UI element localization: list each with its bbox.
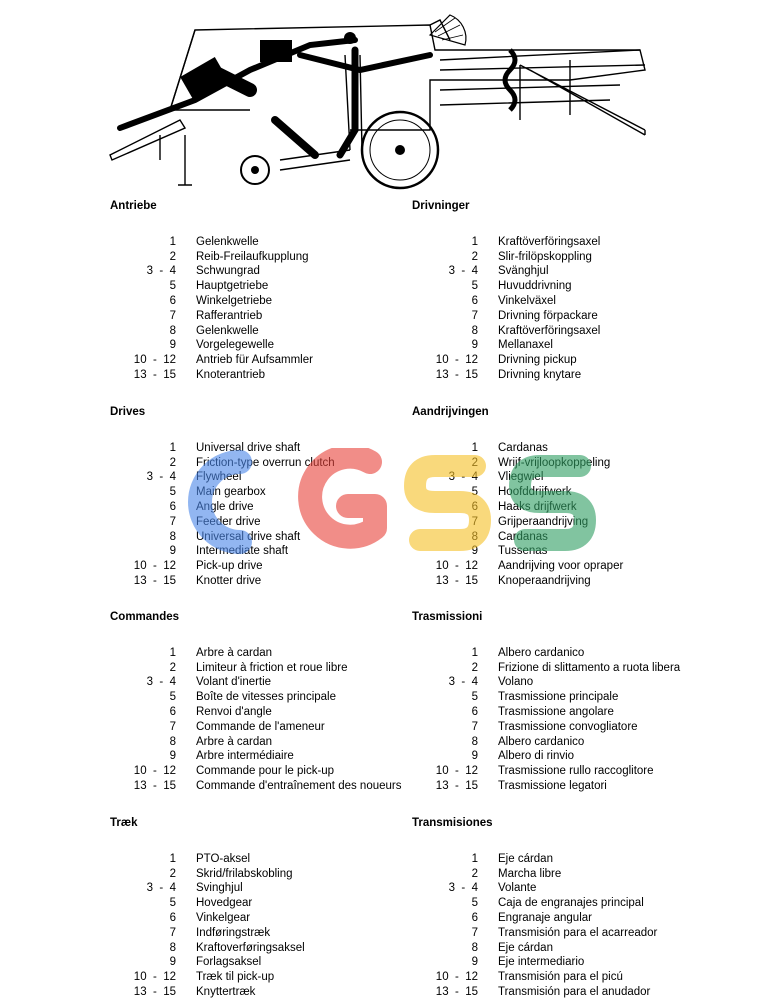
list-item [110, 309, 430, 324]
item-label: Volano [498, 676, 534, 689]
list-item [110, 661, 430, 676]
list-item [412, 530, 732, 545]
item-number: 8 [471, 324, 478, 337]
item-label: Albero di rinvio [498, 750, 575, 763]
list-item [412, 661, 732, 676]
list-item [412, 720, 732, 735]
item-number: 5 [169, 897, 176, 910]
list-item [412, 456, 732, 471]
item-label: Commande de l'ameneur [196, 720, 325, 733]
item-number: 1 [169, 646, 176, 659]
item-number: 10 - 12 [435, 560, 478, 573]
list-item [412, 368, 732, 383]
section-title: Trasmissioni [412, 611, 483, 623]
item-label: Caja de engranajes principal [498, 897, 644, 910]
list-item [110, 675, 430, 690]
item-number: 13 - 15 [435, 368, 478, 381]
item-label: Arbre à cardan [196, 735, 273, 748]
item-label: Wrijf-vrijloopkoppeling [498, 456, 611, 469]
section-title: Aandrijvingen [412, 406, 489, 418]
item-number: 9 [169, 339, 176, 352]
list-item [110, 749, 430, 764]
main-gearbox [180, 57, 230, 103]
list-item [412, 970, 732, 985]
list-item [412, 675, 732, 690]
item-label: PTO-aksel [196, 852, 251, 865]
item-number: 10 - 12 [133, 560, 176, 573]
list-item [110, 881, 430, 896]
list-item [412, 985, 732, 1000]
list-item [412, 955, 732, 970]
item-label: Eje intermediario [498, 956, 585, 969]
item-label: Grijperaandrijving [498, 515, 589, 528]
item-label: Hovedgear [196, 897, 253, 910]
item-number: 7 [471, 926, 478, 939]
list-item [110, 470, 430, 485]
item-number: 6 [471, 705, 478, 718]
list-item [412, 441, 732, 456]
item-label: Intermediate shaft [196, 545, 289, 558]
list-item [412, 264, 732, 279]
item-label: Vinkelgear [196, 911, 251, 924]
item-number: 5 [169, 280, 176, 293]
item-number: 8 [471, 530, 478, 543]
item-number: 13 - 15 [133, 985, 176, 998]
item-label: Engranaje angular [498, 911, 592, 924]
item-label: Huvuddrivning [498, 280, 572, 293]
item-label: Drivning knytare [498, 368, 582, 381]
list-item [412, 646, 732, 661]
list-item [110, 646, 430, 661]
item-label: Transmisión para el acarreador [498, 926, 658, 939]
item-label: Marcha libre [498, 867, 562, 880]
item-label: Kraftöverföringsaxel [498, 324, 601, 337]
item-number: 6 [169, 911, 176, 924]
list-item [412, 353, 732, 368]
item-label: Winkelgetriebe [196, 294, 273, 307]
item-label: Knoperaandrijving [498, 574, 591, 587]
item-label: Vinkelväxel [498, 294, 556, 307]
item-label: Eje cárdan [498, 852, 553, 865]
item-number: 8 [169, 530, 176, 543]
list-item [412, 779, 732, 794]
item-number: 3 - 4 [146, 882, 176, 895]
list-item [412, 485, 732, 500]
item-number: 2 [471, 867, 478, 880]
list-item [110, 353, 430, 368]
item-number: 10 - 12 [435, 971, 478, 984]
item-label: Gelenkwelle [196, 324, 259, 337]
list-item [110, 338, 430, 353]
list-item [110, 911, 430, 926]
item-label: Arbre à cardan [196, 646, 273, 659]
item-number: 1 [471, 441, 478, 454]
item-number: 1 [471, 235, 478, 248]
item-label: Arbre intermédiaire [196, 750, 294, 763]
item-number: 3 - 4 [448, 882, 478, 895]
item-label: Cardanas [498, 441, 548, 454]
item-label: Antrieb für Aufsammler [196, 354, 313, 367]
item-label: Forlagsaksel [196, 956, 262, 969]
item-number: 8 [169, 324, 176, 337]
list-item [412, 559, 732, 574]
list-item [412, 867, 732, 882]
list-item [412, 735, 732, 750]
list-item [412, 852, 732, 867]
item-label: Albero cardanico [498, 735, 585, 748]
item-label: Tussenas [498, 545, 548, 558]
item-number: 5 [169, 691, 176, 704]
list-item [110, 720, 430, 735]
list-item [412, 324, 732, 339]
item-number: 9 [471, 750, 478, 763]
list-item [110, 264, 430, 279]
list-item [110, 368, 430, 383]
item-label: Trasmissione principale [498, 691, 619, 704]
list-item [110, 896, 430, 911]
item-number: 9 [169, 545, 176, 558]
item-number: 7 [169, 309, 176, 322]
item-number: 6 [471, 294, 478, 307]
list-item [412, 309, 732, 324]
list-item [412, 574, 732, 589]
list-item [412, 500, 732, 515]
item-number: 3 - 4 [448, 471, 478, 484]
section-title: Drives [110, 406, 146, 418]
list-item [110, 559, 430, 574]
item-label: Drivning förpackare [498, 309, 598, 322]
list-item [412, 881, 732, 896]
item-number: 9 [471, 545, 478, 558]
section-title: Transmisiones [412, 817, 493, 829]
list-item [412, 338, 732, 353]
item-number: 5 [471, 691, 478, 704]
list-item [110, 941, 430, 956]
angle-drive [260, 40, 292, 62]
item-label: Mellanaxel [498, 339, 553, 352]
item-label: Volant d'inertie [196, 676, 272, 689]
item-number: 6 [471, 911, 478, 924]
item-number: 7 [169, 926, 176, 939]
item-label: Svänghjul [498, 265, 549, 278]
item-label: Eje cárdan [498, 941, 553, 954]
item-number: 6 [169, 294, 176, 307]
list-item [110, 970, 430, 985]
list-item [110, 250, 430, 265]
section-1 [412, 199, 732, 383]
item-number: 5 [471, 280, 478, 293]
item-number: 9 [471, 339, 478, 352]
list-item [110, 852, 430, 867]
item-label: Indføringstræk [196, 926, 271, 939]
item-label: Knyttertræk [196, 985, 256, 998]
item-number: 10 - 12 [435, 354, 478, 367]
list-item [110, 485, 430, 500]
list-item [412, 749, 732, 764]
section-6 [110, 816, 430, 1000]
item-number: 6 [169, 705, 176, 718]
item-label: Drivning pickup [498, 354, 577, 367]
item-number: 8 [169, 735, 176, 748]
item-label: Trasmissione rullo raccoglitore [498, 765, 654, 778]
item-label: Kraftoverføringsaksel [196, 941, 305, 954]
item-number: 10 - 12 [133, 354, 176, 367]
item-number: 2 [471, 456, 478, 469]
baler-drive-diagram [100, 10, 660, 195]
item-number: 10 - 12 [133, 765, 176, 778]
section-3 [412, 405, 732, 589]
section-5 [412, 610, 732, 794]
list-item [412, 764, 732, 779]
item-number: 13 - 15 [133, 779, 176, 792]
item-label: Universal drive shaft [196, 441, 301, 454]
item-label: Vorgelegewelle [196, 339, 275, 352]
item-number: 5 [471, 486, 478, 499]
item-label: Schwungrad [196, 265, 260, 278]
item-number: 3 - 4 [146, 676, 176, 689]
item-label: Angle drive [196, 500, 254, 513]
item-number: 7 [169, 720, 176, 733]
list-item [110, 735, 430, 750]
item-label: Aandrijving voor opraper [498, 560, 624, 573]
item-label: Hauptgetriebe [196, 280, 269, 293]
list-item [110, 500, 430, 515]
list-item [412, 544, 732, 559]
item-number: 13 - 15 [133, 368, 176, 381]
item-number: 2 [169, 867, 176, 880]
item-number: 8 [471, 941, 478, 954]
item-label: Pick-up drive [196, 560, 263, 573]
item-number: 6 [471, 500, 478, 513]
list-item [412, 279, 732, 294]
item-number: 13 - 15 [435, 779, 478, 792]
item-label: Haaks drijfwerk [498, 500, 577, 513]
item-number: 3 - 4 [448, 265, 478, 278]
list-item [110, 574, 430, 589]
list-item [412, 515, 732, 530]
item-number: 2 [471, 661, 478, 674]
item-label: Transmisión para el anudador [498, 985, 651, 998]
item-label: Slir-frilöpskoppling [498, 250, 592, 263]
item-number: 5 [471, 897, 478, 910]
item-number: 13 - 15 [133, 574, 176, 587]
item-label: Volante [498, 882, 537, 895]
list-item [110, 985, 430, 1000]
item-label: Knotter drive [196, 574, 262, 587]
section-7 [412, 816, 732, 1000]
list-item [412, 470, 732, 485]
item-label: Limiteur à friction et roue libre [196, 661, 348, 674]
item-label: Skrid/frilabskobling [196, 867, 293, 880]
item-number: 2 [169, 661, 176, 674]
list-item [412, 911, 732, 926]
item-number: 10 - 12 [435, 765, 478, 778]
item-label: Boîte de vitesses principale [196, 691, 336, 704]
item-number: 13 - 15 [435, 574, 478, 587]
list-item [412, 705, 732, 720]
list-item [412, 250, 732, 265]
item-label: Friction-type overrun clutch [196, 456, 335, 469]
item-number: 5 [169, 486, 176, 499]
list-item [110, 456, 430, 471]
item-number: 3 - 4 [448, 676, 478, 689]
item-label: Reib-Freilaufkupplung [196, 250, 309, 263]
item-number: 3 - 4 [146, 471, 176, 484]
item-label: Rafferantrieb [196, 309, 263, 322]
item-number: 10 - 12 [133, 971, 176, 984]
item-number: 13 - 15 [435, 985, 478, 998]
list-item [412, 926, 732, 941]
list-item [110, 324, 430, 339]
item-label: Trasmissione legatori [498, 779, 607, 792]
item-label: Kraftöverföringsaxel [498, 235, 601, 248]
item-number: 2 [169, 250, 176, 263]
list-item [110, 779, 430, 794]
item-number: 9 [169, 956, 176, 969]
list-item [412, 690, 732, 705]
item-number: 9 [169, 750, 176, 763]
section-title: Drivninger [412, 200, 470, 212]
item-number: 1 [471, 646, 478, 659]
item-label: Commande d'entraînement des noueurs [196, 779, 402, 792]
item-number: 8 [169, 941, 176, 954]
item-number: 1 [169, 235, 176, 248]
item-label: Trasmissione angolare [498, 705, 614, 718]
item-number: 1 [471, 852, 478, 865]
list-item [110, 955, 430, 970]
list-item [110, 441, 430, 456]
item-number: 1 [169, 441, 176, 454]
item-number: 8 [471, 735, 478, 748]
item-number: 7 [471, 309, 478, 322]
section-title: Antriebe [110, 200, 157, 212]
item-label: Vliegwiel [498, 471, 544, 484]
item-number: 9 [471, 956, 478, 969]
item-label: Cardanas [498, 530, 548, 543]
item-number: 7 [471, 720, 478, 733]
section-0 [110, 199, 430, 383]
item-number: 2 [169, 456, 176, 469]
item-label: Feeder drive [196, 515, 261, 528]
item-label: Frizione di slittamento a ruota libera [498, 661, 681, 674]
list-item [110, 515, 430, 530]
list-item [110, 705, 430, 720]
list-item [110, 867, 430, 882]
list-item [412, 294, 732, 309]
list-item [110, 530, 430, 545]
item-label: Træk til pick-up [196, 971, 275, 984]
list-item [110, 294, 430, 309]
list-item [412, 235, 732, 250]
item-number: 7 [471, 515, 478, 528]
section-title: Træk [110, 817, 138, 829]
item-label: Gelenkwelle [196, 235, 259, 248]
list-item [110, 279, 430, 294]
item-label: Knoterantrieb [196, 368, 266, 381]
list-item [110, 235, 430, 250]
list-item [110, 926, 430, 941]
section-4 [110, 610, 430, 794]
section-2 [110, 405, 430, 589]
section-title: Commandes [110, 611, 180, 623]
item-label: Trasmissione convogliatore [498, 720, 638, 733]
item-label: Universal drive shaft [196, 530, 301, 543]
list-item [110, 690, 430, 705]
item-number: 7 [169, 515, 176, 528]
list-item [110, 764, 430, 779]
item-label: Albero cardanico [498, 646, 585, 659]
list-item [412, 896, 732, 911]
item-label: Main gearbox [196, 486, 266, 499]
item-label: Commande pour le pick-up [196, 765, 335, 778]
item-number: 2 [471, 250, 478, 263]
item-label: Hoofddrijfwerk [498, 486, 572, 499]
item-label: Transmisión para el picú [498, 971, 623, 984]
item-label: Renvoi d'angle [196, 705, 272, 718]
item-label: Svinghjul [196, 882, 243, 895]
list-item [412, 941, 732, 956]
list-item [110, 544, 430, 559]
item-number: 6 [169, 500, 176, 513]
item-label: Flywheel [196, 471, 242, 484]
item-number: 1 [169, 852, 176, 865]
item-number: 3 - 4 [146, 265, 176, 278]
